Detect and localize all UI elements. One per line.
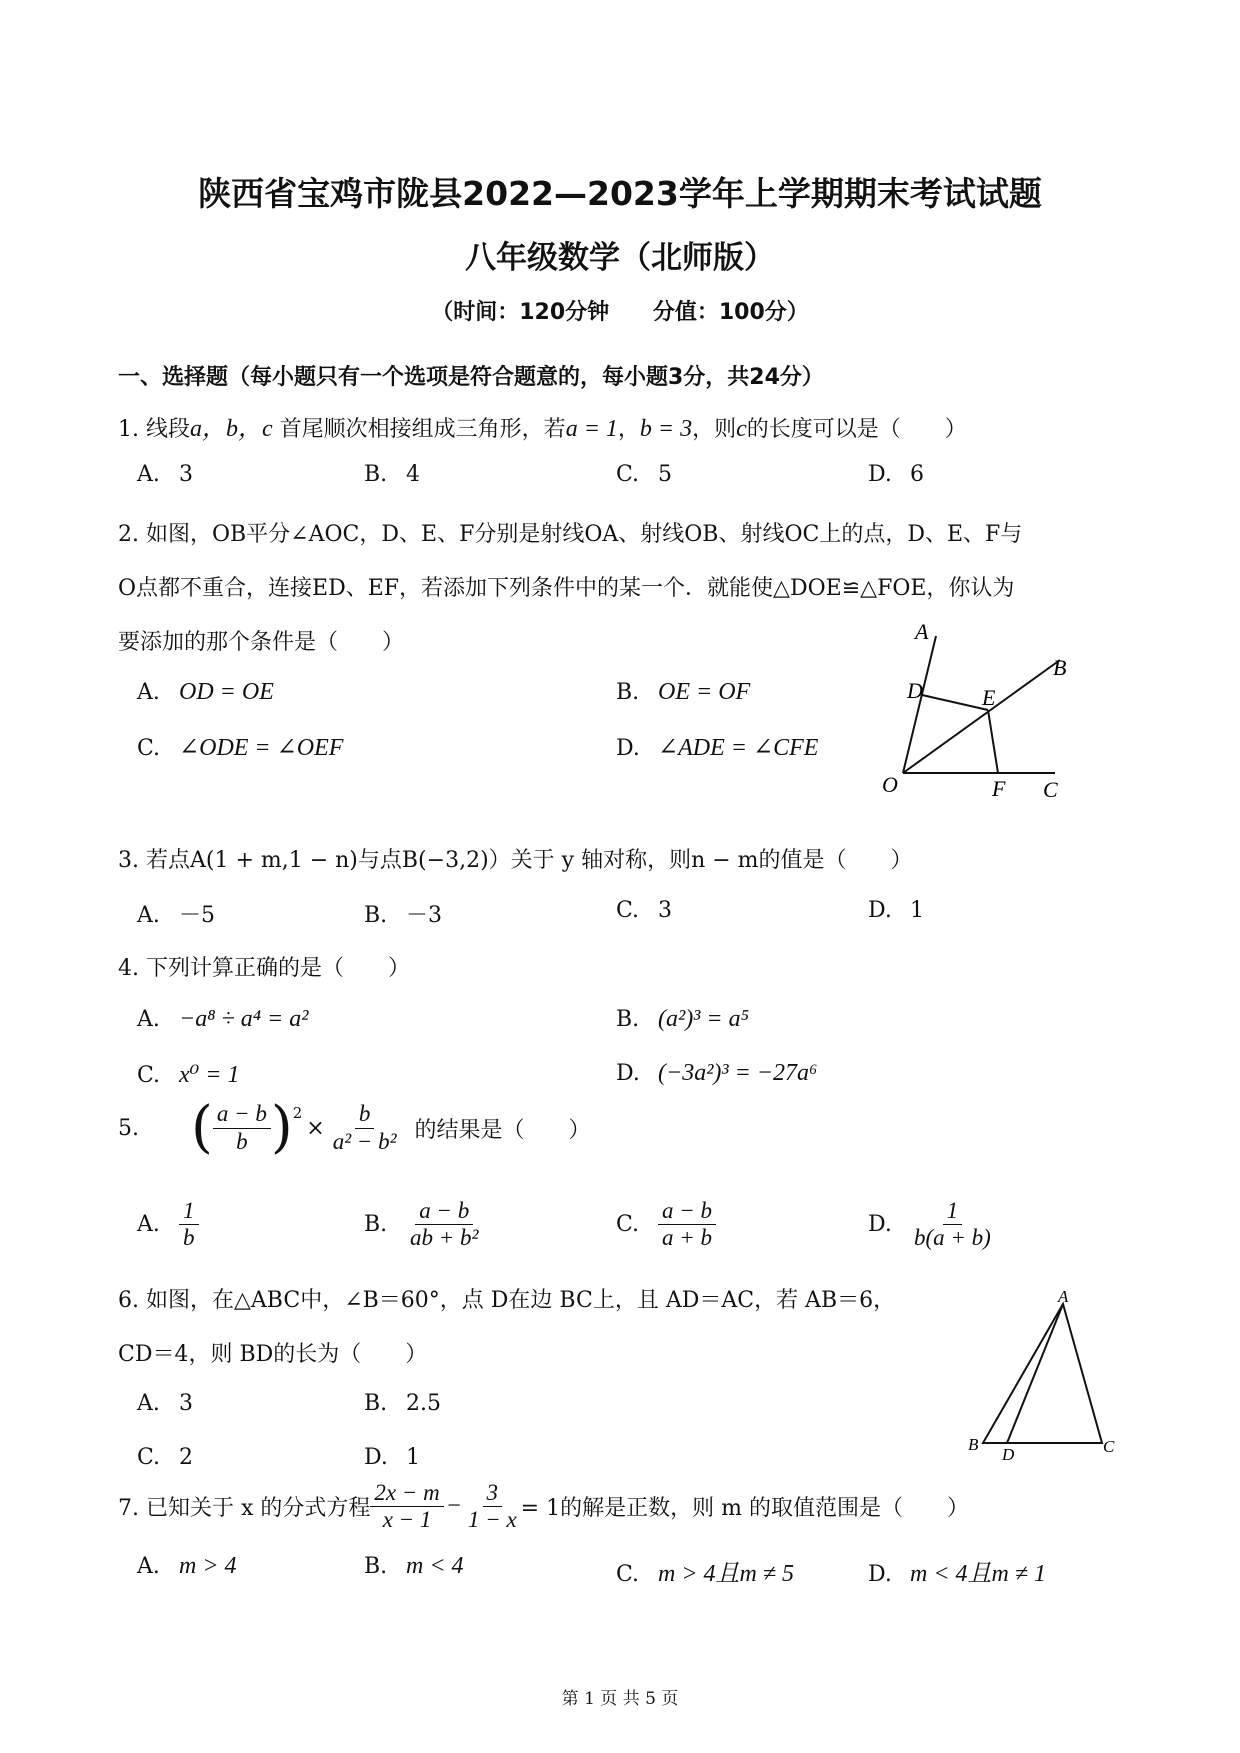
label-d: D [1002, 1445, 1015, 1464]
q1-text-4: 的长度可以是（ ） [746, 417, 967, 442]
q1-option-a[interactable]: A. 3 [137, 462, 193, 487]
question-4: 4. 下列计算正确的是（ ） [118, 956, 410, 981]
question-5 [118, 1095, 591, 1160]
q1-text-3: ，则 [692, 417, 737, 442]
label-a: A [1058, 1290, 1069, 1306]
q4-option-d[interactable]: D. (−3a²)³ = −27a⁶ [616, 1060, 818, 1086]
question-2-line-2: O点都不重合，连接ED、EF，若添加下列条件中的某一个．就能使△DOE≌△FOE，你认为 [118, 576, 1015, 601]
label-c: C [1043, 777, 1058, 802]
q7-text-2: = 1的解是正数，则 m 的取值范围是（ ） [520, 1496, 969, 1522]
page-footer: 第 1 页 共 5 页 [561, 1689, 679, 1709]
q3-option-a[interactable]: A. －5 [137, 903, 215, 928]
label-d: D [907, 678, 923, 703]
q3-option-b[interactable]: B. －3 [364, 903, 442, 928]
label-b: B [968, 1435, 979, 1454]
q5-fraction-1: $\frac{a - b}{b}$ [213, 1101, 271, 1155]
question-6-line-1: 6. 如图，在△ABC中，∠B＝60°，点 D在边 BC上，且 AD＝AC，若 AB＝6， [118, 1288, 896, 1313]
q5-times: × [306, 1115, 325, 1141]
segment-ef [988, 710, 998, 773]
q5-tail: 的结果是（ ） [414, 1117, 591, 1143]
question-2-line-3: 要添加的那个条件是（ ） [118, 630, 405, 655]
question-6-line-2: CD＝4，则 BD的长为（ ） [118, 1342, 428, 1367]
q3-option-c[interactable]: C. 3 [616, 898, 672, 923]
q1-vars: a，b，c [190, 416, 273, 442]
paren-open: ( [191, 1095, 213, 1160]
q2-option-b[interactable]: B. OE = OF [616, 679, 751, 705]
section-heading: 一、选择题（每小题只有一个选项是符合题意的，每小题3分，共24分） [118, 365, 824, 390]
q2-option-a[interactable]: A. OD = OE [137, 679, 274, 705]
q2-option-d[interactable]: D. ∠ADE = ∠CFE [616, 735, 819, 761]
q1-option-c[interactable]: C. 5 [616, 462, 672, 487]
q6-option-c[interactable]: C. 2 [137, 1445, 193, 1470]
exam-subtitle: 八年级数学（北师版） [465, 240, 775, 276]
label-o: O [882, 772, 898, 797]
q1-number: 1. [118, 417, 139, 442]
q5-option-d[interactable]: D. $\frac{1}{b(a + b)}$ [868, 1198, 991, 1251]
q4-option-b[interactable]: B. (a²)³ = a⁵ [616, 1006, 749, 1032]
q5-number: 5. [118, 1115, 139, 1141]
q5-option-c[interactable]: C. $\frac{a - b}{a + b}$ [616, 1198, 716, 1252]
q1-cond-a: a = 1 [565, 416, 618, 442]
q7-minus: − [445, 1493, 462, 1520]
q1-sep: ， [617, 417, 640, 442]
q1-text-2: 首尾顺次相接组成三角形，若 [279, 417, 566, 442]
label-c: C [1103, 1437, 1115, 1456]
q7-option-b[interactable]: B. m < 4 [364, 1553, 464, 1579]
label-e: E [982, 685, 996, 710]
q6-figure [960, 1290, 1120, 1470]
exam-score: 分值：100分） [652, 300, 809, 325]
q7-option-d[interactable]: D. m < 4且m ≠ 1 [868, 1561, 1047, 1587]
label-f: F [992, 776, 1006, 801]
q6-option-d[interactable]: D. 1 [364, 1445, 420, 1470]
question-7 [118, 1480, 969, 1534]
q2-option-c[interactable]: C. ∠ODE = ∠OEF [137, 735, 344, 761]
exam-time: （时间：120分钟 [431, 300, 610, 325]
q5-power: 2 [292, 1104, 303, 1122]
segment-de [922, 695, 988, 710]
q7-text: 7. 已知关于 x 的分式方程 [118, 1496, 371, 1522]
q4-option-a[interactable]: A. −a⁸ ÷ a⁴ = a² [137, 1006, 309, 1032]
q1-cond-b: b = 3 [639, 416, 693, 442]
q5-option-a[interactable]: A. $\frac{1}{b}$ [137, 1198, 199, 1252]
q3-option-d[interactable]: D. 1 [868, 898, 924, 923]
q2-figure [870, 610, 1070, 810]
question-1 [118, 408, 967, 443]
q1-var-c: c [736, 416, 747, 442]
segment-ad [1007, 1304, 1063, 1443]
q7-option-c[interactable]: C. m > 4且m ≠ 5 [616, 1561, 795, 1587]
triangle-abc [983, 1304, 1102, 1443]
question-3: 3. 若点A(1 + m,1 − n)与点B(−3,2)）关于 y 轴对称，则n − m的值是（ ） [118, 848, 913, 873]
q4-option-c[interactable]: C. x⁰ = 1 [137, 1062, 240, 1088]
q6-option-a[interactable]: A. 3 [137, 1391, 193, 1416]
paren-close: ) [270, 1095, 293, 1160]
q5-option-b[interactable]: B. $\frac{a - b}{\text{ab + b²}}$ [364, 1198, 479, 1251]
q1-option-d[interactable]: D. 6 [868, 462, 924, 487]
question-2-line-1: 2. 如图，OB平分∠AOC，D、E、F分别是射线OA、射线OB、射线OC上的点，D、E、F与 [118, 522, 1023, 547]
q1-text: 线段 [146, 417, 191, 442]
q5-fraction-2: $\frac{b}{\text{a² − b²}}$ [332, 1101, 397, 1154]
exam-info [0, 295, 1240, 326]
q7-fraction-2: $\frac{3}{1 - x}$ [467, 1480, 517, 1533]
label-a: A [915, 619, 929, 644]
q6-option-b[interactable]: B. 2.5 [364, 1391, 441, 1416]
label-b: B [1053, 655, 1067, 680]
q1-option-b[interactable]: B. 4 [364, 462, 420, 487]
q7-fraction-1: $\frac{2x - m}{x - 1}$ [370, 1480, 443, 1534]
q7-option-a[interactable]: A. m > 4 [137, 1553, 237, 1579]
exam-title: 陕西省宝鸡市陇县2022—2023学年上学期期末考试试题 [198, 174, 1042, 213]
